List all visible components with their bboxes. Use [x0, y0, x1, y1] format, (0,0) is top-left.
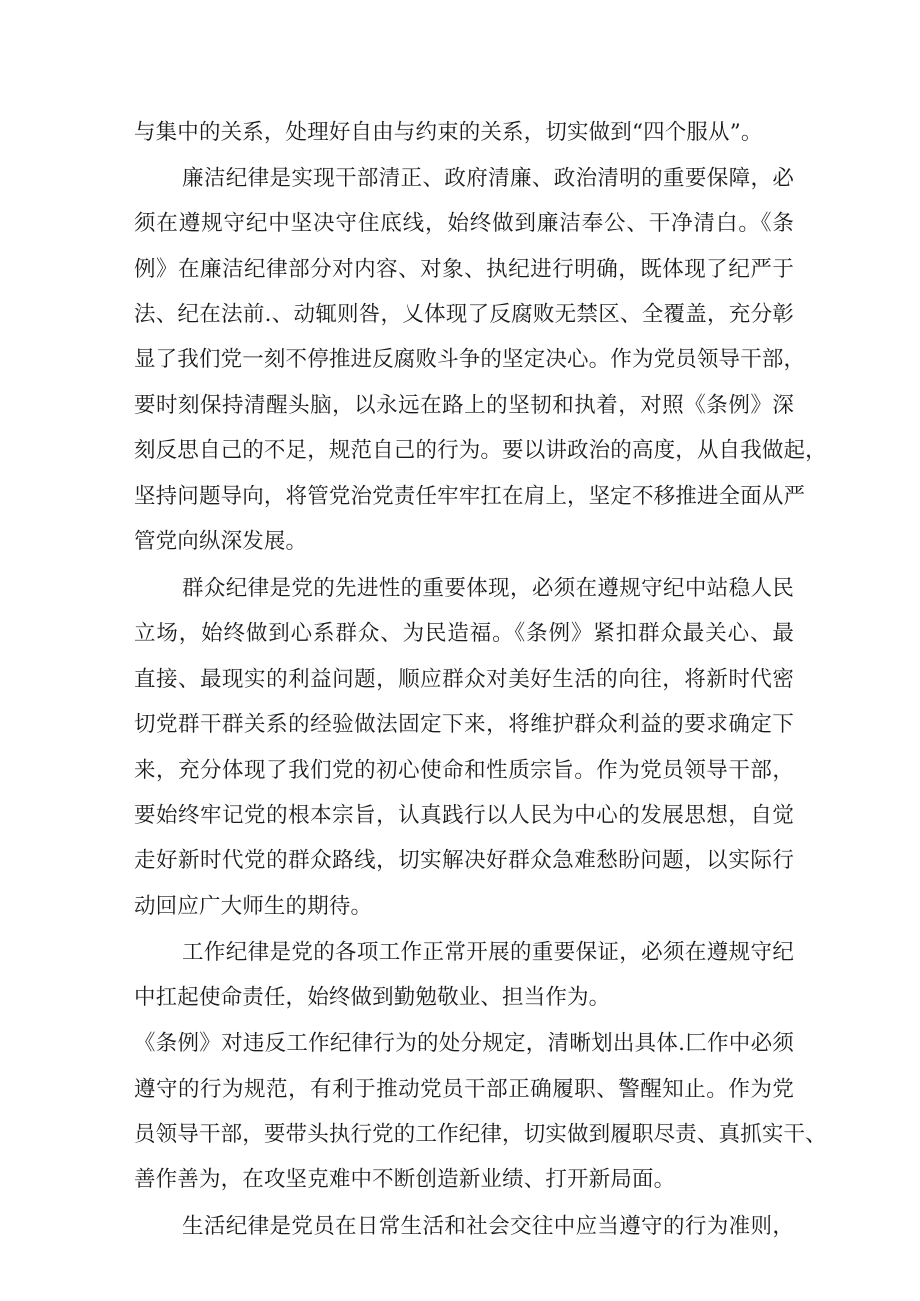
- text-line: 工作纪律是党的各项工作正常开展的重要保证，必须在遵规守纪: [182, 940, 794, 965]
- text-line: 须在遵规守纪中坚决守住底线，始终做到廉洁奉公、干净清白。《条: [134, 211, 794, 236]
- text-line: 直接、最现实的利益问题，顺应群众对美好生活的向往，将新时代密: [134, 667, 794, 692]
- text-line: 立场，始终做到心系群众、为民造福。《条例》紧扣群众最关心、最: [134, 621, 794, 646]
- text-line: 遵守的行为规范，有利于推动党员干部正确履职、警醒知止。作为党: [134, 1077, 794, 1102]
- text-line: 廉洁纪律是实现干部清正、政府清廉、政治清明的重要保障，必: [182, 166, 794, 191]
- text-line: 《条例》对违反工作纪律行为的处分规定，清晰划出具体.匚作中必须: [134, 1031, 794, 1056]
- text-line: 管党向纵深发展。: [134, 529, 308, 554]
- text-line: 来，充分体现了我们党的初心使命和性质宗旨。作为党员领导干部，: [134, 758, 794, 783]
- text-line: 中扛起使命责任，始终做到勤勉敬业、担当作为。: [134, 985, 611, 1010]
- text-line: 动回应广大师生的期待。: [134, 894, 373, 919]
- text-line: 显了我们党一刻不停推进反腐败斗争的坚定决心。作为党员领导干部，: [134, 347, 806, 372]
- text-line: 走好新时代党的群众路线，切实解决好群众急难愁盼问题，以实际行: [134, 848, 794, 873]
- text-line: 员领导干部，要带头执行党的工作纪律，切实做到履职尽责、真抓实干、: [134, 1122, 827, 1147]
- text-line: 法、纪在法前.、动辄则咎，乂体现了反腐败无禁区、全覆盖，充分彰: [134, 302, 794, 327]
- text-line: 生活纪律是党员在日常生活和社会交往中应当遵守的行为准则，: [182, 1214, 794, 1239]
- text-line: 善作善为，在攻坚克难中不断创造新业绩、打开新局面。: [134, 1167, 676, 1192]
- text-line: 群众纪律是党的先进性的重要体现，必须在遵规守纪中站稳人民: [182, 576, 794, 601]
- text-line: 例》在廉洁纪律部分对内容、对象、执纪进行明确，既体现了纪严于: [134, 257, 794, 282]
- text-line: 与集中的关系，处理好自由与约束的关系，切实做到“四个服从”。: [134, 120, 763, 145]
- text-line: 要时刻保持清醒头脑，以永远在路上的坚韧和执着，对照《条例》深: [134, 393, 794, 418]
- text-line: 刻反思自己的不足，规范自己的行为。要以讲政治的高度，从自我做起，: [134, 438, 827, 463]
- text-line: 坚持问题导向，将管党治党责任牢牢扛在肩上，坚定不移推进全面从严: [134, 484, 806, 509]
- text-line: 切党群干群关系的经验做法固定下来，将维护群众利益的要求确定下: [134, 712, 794, 737]
- text-line: 要始终牢记党的根本宗旨，认真践行以人民为中心的发展思想，自觉: [134, 803, 794, 828]
